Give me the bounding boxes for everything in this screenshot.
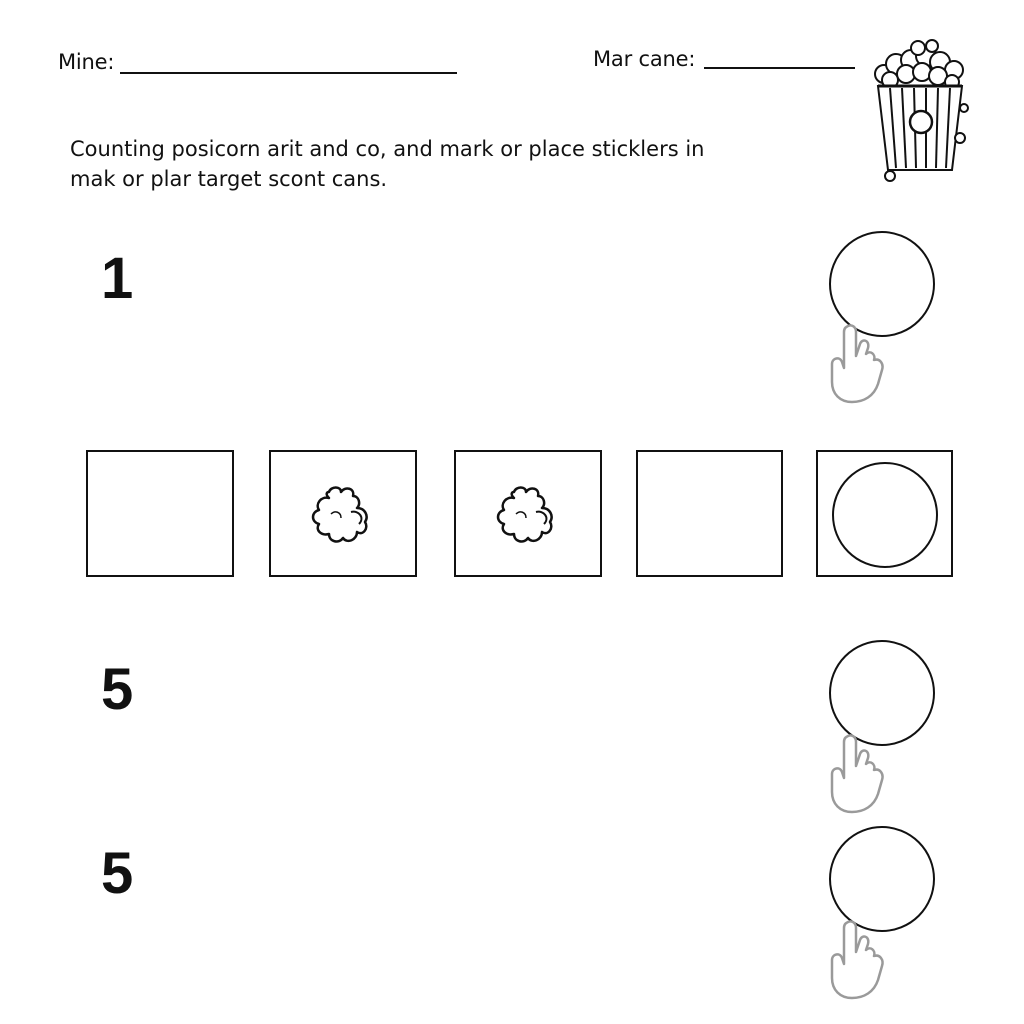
popcorn-piece-icon bbox=[307, 484, 373, 546]
instructions-text bbox=[70, 134, 790, 194]
instructions-line-1: Counting posicorn arit and co, and mark or place sticklers in bbox=[70, 137, 705, 161]
target-circle[interactable] bbox=[829, 826, 935, 932]
count-box[interactable] bbox=[454, 450, 602, 577]
instructions-line-2: mak or plar target scont cans. bbox=[70, 167, 388, 191]
name-field-line[interactable] bbox=[120, 72, 457, 74]
pointing-hand-icon bbox=[826, 322, 890, 404]
row-number: 5 bbox=[101, 841, 134, 906]
count-box[interactable] bbox=[86, 450, 234, 577]
row-number: 5 bbox=[101, 657, 134, 722]
count-box[interactable] bbox=[816, 450, 953, 577]
popcorn-bucket-icon bbox=[866, 38, 974, 186]
pointing-hand-icon bbox=[826, 918, 890, 1000]
target-circle[interactable] bbox=[829, 640, 935, 746]
name-field-label: Mine: bbox=[58, 50, 115, 74]
second-field-label: Mar cane: bbox=[593, 47, 696, 71]
count-box[interactable] bbox=[636, 450, 783, 577]
row-number: 1 bbox=[101, 246, 134, 311]
box-circle bbox=[832, 462, 938, 568]
count-box[interactable] bbox=[269, 450, 417, 577]
second-field-line[interactable] bbox=[704, 67, 855, 69]
pointing-hand-icon bbox=[826, 732, 890, 814]
popcorn-piece-icon bbox=[492, 484, 558, 546]
